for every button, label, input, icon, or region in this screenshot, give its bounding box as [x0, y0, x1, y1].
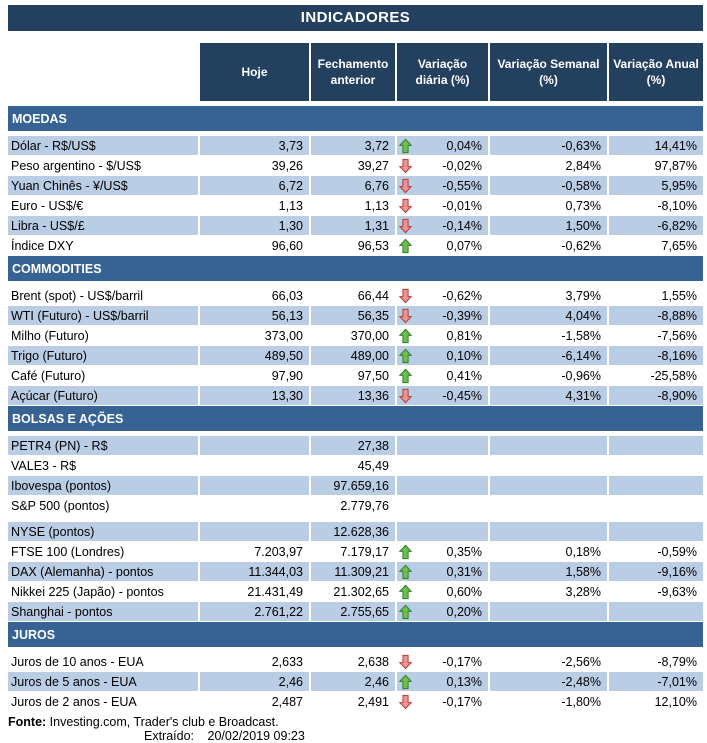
arrow-down-icon	[399, 694, 413, 710]
cell-hoje: 2.761,22	[200, 602, 309, 621]
cell-variacao-diaria	[397, 346, 488, 365]
variacao-diaria-value: -0,01%	[442, 198, 482, 213]
cell-hoje: 6,72	[200, 176, 309, 195]
cell-hoje	[200, 456, 309, 475]
cell-hoje	[200, 496, 309, 515]
variacao-diaria-value: 0,04%	[446, 138, 482, 153]
variacao-diaria-value: -0,62%	[442, 288, 482, 303]
cell-variacao-semanal: 1,58%	[490, 562, 607, 581]
arrow-up-icon	[399, 368, 413, 384]
cell-variacao-semanal: -0,96%	[561, 368, 601, 383]
row-label: Euro - US$/€	[11, 198, 84, 213]
table-row	[8, 286, 703, 305]
table-row	[8, 436, 703, 455]
table-row	[8, 196, 703, 215]
cell-hoje: 66,03	[271, 288, 303, 303]
cell-fechamento-anterior: 11.309,21	[311, 562, 395, 581]
cell-variacao-diaria	[397, 522, 488, 541]
cell-variacao-semanal: -2,48%	[490, 672, 607, 691]
arrow-up-icon	[399, 138, 413, 154]
cell-variacao-semanal: 3,28%	[565, 584, 601, 599]
cell-fechamento-anterior: 96,53	[357, 238, 389, 253]
row-label: Café (Futuro)	[11, 368, 86, 383]
table-row	[8, 156, 703, 175]
cell-variacao-anual: -6,82%	[609, 216, 703, 235]
row-label: Juros de 2 anos - EUA	[11, 694, 137, 709]
variacao-diaria-value: 0,10%	[446, 348, 482, 363]
cell-variacao-diaria	[397, 366, 488, 385]
column-header-row	[8, 43, 703, 101]
cell-hoje: 7.203,97	[254, 544, 303, 559]
cell-variacao-semanal	[490, 522, 607, 541]
row-label: PETR4 (PN) - R$	[8, 436, 198, 455]
arrow-up-icon	[399, 604, 413, 620]
arrow-up-icon	[399, 584, 413, 600]
cell-hoje: 11.344,03	[200, 562, 309, 581]
row-label: FTSE 100 (Londres)	[11, 544, 125, 559]
variacao-diaria-value: 0,35%	[446, 544, 482, 559]
cell-variacao-semanal	[490, 436, 607, 455]
cell-variacao-anual: -8,79%	[657, 654, 697, 669]
cell-variacao-semanal: -0,63%	[490, 136, 607, 155]
cell-hoje	[200, 522, 309, 541]
cell-variacao-semanal: 4,31%	[490, 386, 607, 405]
cell-fechamento-anterior: 2,638	[357, 654, 389, 669]
column-header-1: Hoje	[200, 43, 309, 101]
cell-variacao-anual: 12,10%	[654, 694, 697, 709]
cell-fechamento-anterior: 56,35	[311, 306, 395, 325]
row-label: NYSE (pontos)	[8, 522, 198, 541]
variacao-diaria-value: -0,17%	[442, 654, 482, 669]
cell-variacao-diaria	[397, 236, 488, 255]
cell-variacao-semanal: 1,50%	[490, 216, 607, 235]
cell-variacao-diaria	[397, 496, 488, 515]
cell-variacao-anual: -9,16%	[609, 562, 703, 581]
variacao-diaria-value: 0,13%	[446, 674, 482, 689]
cell-hoje: 2,633	[271, 654, 303, 669]
page-title: INDICADORES	[8, 5, 703, 31]
cell-hoje: 1,30	[200, 216, 309, 235]
cell-variacao-diaria	[397, 196, 488, 215]
header-spacer-cell	[8, 43, 198, 101]
table-row	[8, 672, 703, 691]
cell-variacao-semanal: 2,84%	[565, 158, 601, 173]
variacao-diaria-value: -0,17%	[442, 694, 482, 709]
cell-hoje	[200, 436, 309, 455]
row-label: Nikkei 225 (Japão) - pontos	[11, 584, 164, 599]
arrow-up-icon	[399, 544, 413, 560]
column-header-5: Variação Anual (%)	[609, 43, 703, 101]
cell-variacao-diaria	[397, 216, 488, 235]
cell-variacao-semanal	[490, 456, 607, 475]
cell-hoje: 96,60	[271, 238, 303, 253]
cell-fechamento-anterior: 97.659,16	[311, 476, 395, 495]
cell-fechamento-anterior: 370,00	[350, 328, 389, 343]
arrow-down-icon	[399, 288, 413, 304]
row-label: Yuan Chinês - ¥/US$	[8, 176, 198, 195]
cell-variacao-diaria	[397, 652, 488, 671]
variacao-diaria-value: -0,39%	[442, 308, 482, 323]
cell-fechamento-anterior: 7.179,17	[340, 544, 389, 559]
cell-hoje: 39,26	[271, 158, 303, 173]
table-row	[8, 496, 703, 515]
row-label: Milho (Futuro)	[11, 328, 89, 343]
cell-variacao-diaria	[397, 542, 488, 561]
cell-hoje: 2,487	[271, 694, 303, 709]
table-row	[8, 306, 703, 325]
table-row	[8, 216, 703, 235]
cell-variacao-diaria	[397, 136, 488, 155]
cell-fechamento-anterior: 1,13	[364, 198, 389, 213]
cell-variacao-semanal: -1,80%	[561, 694, 601, 709]
table-row	[8, 456, 703, 475]
section-header-moedas: MOEDAS	[8, 106, 703, 131]
cell-fechamento-anterior: 3,72	[311, 136, 395, 155]
cell-variacao-semanal	[490, 476, 607, 495]
variacao-diaria-value: 0,07%	[446, 238, 482, 253]
column-header-4: Variação Semanal (%)	[490, 43, 607, 101]
variacao-diaria-value: -0,45%	[442, 388, 482, 403]
row-label: Trigo (Futuro)	[8, 346, 198, 365]
row-label: Juros de 5 anos - EUA	[8, 672, 198, 691]
cell-hoje: 21.431,49	[247, 584, 303, 599]
table-row	[8, 652, 703, 671]
cell-variacao-anual: -25,58%	[650, 368, 697, 383]
cell-fechamento-anterior: 45,49	[357, 458, 389, 473]
variacao-diaria-value: 0,41%	[446, 368, 482, 383]
cell-hoje: 373,00	[264, 328, 303, 343]
cell-variacao-semanal: -6,14%	[490, 346, 607, 365]
cell-variacao-semanal: 4,04%	[490, 306, 607, 325]
arrow-down-icon	[399, 158, 413, 174]
arrow-up-icon	[399, 328, 413, 344]
table-row	[8, 136, 703, 155]
arrow-up-icon	[399, 238, 413, 254]
variacao-diaria-value: 0,81%	[446, 328, 482, 343]
cell-hoje: 489,50	[200, 346, 309, 365]
cell-variacao-anual	[609, 522, 703, 541]
table-row	[8, 176, 703, 195]
cell-variacao-semanal: -1,58%	[561, 328, 601, 343]
cell-variacao-semanal: 0,73%	[565, 198, 601, 213]
row-label: VALE3 - R$	[11, 458, 77, 473]
section-header-juros: JUROS	[8, 622, 703, 647]
cell-variacao-diaria	[397, 476, 488, 495]
cell-variacao-anual	[609, 456, 703, 475]
report-footer	[8, 715, 703, 743]
cell-variacao-semanal: 3,79%	[565, 288, 601, 303]
cell-variacao-anual: 5,95%	[609, 176, 703, 195]
cell-variacao-semanal: 0,18%	[565, 544, 601, 559]
row-label: WTI (Futuro) - US$/barril	[8, 306, 198, 325]
arrow-up-icon	[399, 348, 413, 364]
variacao-diaria-value: -0,14%	[442, 218, 482, 233]
cell-variacao-diaria	[397, 156, 488, 175]
row-label: Juros de 10 anos - EUA	[11, 654, 144, 669]
table-row	[8, 236, 703, 255]
table-row	[8, 562, 703, 581]
table-body	[8, 106, 703, 711]
column-header-2: Fechamento anterior	[311, 43, 395, 101]
source-text: Investing.com, Trader's club e Broadcast.	[49, 715, 279, 729]
cell-fechamento-anterior: 97,50	[357, 368, 389, 383]
cell-variacao-anual: -8,10%	[657, 198, 697, 213]
cell-hoje: 56,13	[200, 306, 309, 325]
row-label: Açúcar (Futuro)	[8, 386, 198, 405]
table-row	[8, 692, 703, 711]
cell-variacao-anual: -0,59%	[657, 544, 697, 559]
arrow-down-icon	[399, 388, 413, 404]
cell-fechamento-anterior: 2,491	[357, 694, 389, 709]
row-label: DAX (Alemanha) - pontos	[8, 562, 198, 581]
table-row	[8, 366, 703, 385]
table-row	[8, 602, 703, 621]
row-label: Índice DXY	[11, 238, 74, 253]
section-header-bolsas-e-a-es: BOLSAS E AÇÕES	[8, 406, 703, 431]
arrow-down-icon	[399, 654, 413, 670]
row-label: Shanghai - pontos	[8, 602, 198, 621]
table-row	[8, 476, 703, 495]
cell-variacao-anual: -8,90%	[609, 386, 703, 405]
cell-variacao-diaria	[397, 562, 488, 581]
cell-hoje: 1,13	[278, 198, 303, 213]
arrow-down-icon	[399, 178, 413, 194]
cell-variacao-anual: 97,87%	[654, 158, 697, 173]
row-label: S&P 500 (pontos)	[11, 498, 110, 513]
cell-fechamento-anterior: 2,46	[311, 672, 395, 691]
cell-fechamento-anterior: 21.302,65	[333, 584, 389, 599]
table-row	[8, 582, 703, 601]
cell-variacao-diaria	[397, 582, 488, 601]
cell-fechamento-anterior: 1,31	[311, 216, 395, 235]
variacao-diaria-value: 0,60%	[446, 584, 482, 599]
cell-variacao-diaria	[397, 436, 488, 455]
source-line	[8, 715, 703, 729]
variacao-diaria-value: -0,55%	[442, 178, 482, 193]
table-row	[8, 522, 703, 541]
cell-variacao-diaria	[397, 692, 488, 711]
cell-variacao-anual: 14,41%	[609, 136, 703, 155]
column-header-3: Variação diária (%)	[397, 43, 488, 101]
source-label: Fonte:	[8, 715, 47, 729]
row-label: Dólar - R$/US$	[8, 136, 198, 155]
row-label: Libra - US$/£	[8, 216, 198, 235]
cell-fechamento-anterior: 6,76	[311, 176, 395, 195]
arrow-down-icon	[399, 218, 413, 234]
cell-variacao-diaria	[397, 672, 488, 691]
cell-variacao-anual	[609, 436, 703, 455]
cell-variacao-semanal: -2,56%	[561, 654, 601, 669]
cell-variacao-diaria	[397, 306, 488, 325]
extracted-line	[8, 729, 703, 743]
cell-variacao-semanal	[490, 496, 607, 515]
cell-fechamento-anterior: 12.628,36	[311, 522, 395, 541]
cell-fechamento-anterior: 2.779,76	[340, 498, 389, 513]
cell-variacao-diaria	[397, 176, 488, 195]
extracted-label: Extraído:	[144, 729, 195, 743]
cell-hoje: 3,73	[200, 136, 309, 155]
variacao-diaria-value: 0,31%	[446, 564, 482, 579]
cell-hoje: 13,30	[200, 386, 309, 405]
cell-fechamento-anterior: 66,44	[357, 288, 389, 303]
cell-variacao-diaria	[397, 602, 488, 621]
cell-variacao-anual: -9,63%	[657, 584, 697, 599]
cell-variacao-anual	[609, 476, 703, 495]
cell-variacao-anual: -8,16%	[609, 346, 703, 365]
cell-hoje: 2,46	[200, 672, 309, 691]
cell-variacao-diaria	[397, 326, 488, 345]
cell-variacao-anual	[609, 496, 703, 515]
extracted-timestamp: 20/02/2019 09:23	[207, 729, 305, 743]
cell-variacao-anual: -7,56%	[657, 328, 697, 343]
arrow-down-icon	[399, 198, 413, 214]
cell-variacao-semanal: -0,58%	[490, 176, 607, 195]
cell-fechamento-anterior: 27,38	[311, 436, 395, 455]
arrow-up-icon	[399, 564, 413, 580]
cell-variacao-semanal	[490, 602, 607, 621]
cell-fechamento-anterior: 13,36	[311, 386, 395, 405]
cell-variacao-diaria	[397, 456, 488, 475]
row-label: Brent (spot) - US$/barril	[11, 288, 143, 303]
table-row	[8, 542, 703, 561]
cell-hoje: 97,90	[271, 368, 303, 383]
table-row	[8, 386, 703, 405]
table-row	[8, 326, 703, 345]
row-label: Peso argentino - $/US$	[11, 158, 141, 173]
cell-fechamento-anterior: 39,27	[357, 158, 389, 173]
cell-variacao-semanal: -0,62%	[561, 238, 601, 253]
arrow-down-icon	[399, 308, 413, 324]
cell-fechamento-anterior: 2.755,65	[311, 602, 395, 621]
table-row	[8, 346, 703, 365]
cell-fechamento-anterior: 489,00	[311, 346, 395, 365]
cell-variacao-diaria	[397, 286, 488, 305]
variacao-diaria-value: -0,02%	[442, 158, 482, 173]
section-header-commodities: COMMODITIES	[8, 256, 703, 281]
cell-variacao-anual: 1,55%	[661, 288, 697, 303]
cell-variacao-anual	[609, 602, 703, 621]
cell-variacao-anual: 7,65%	[661, 238, 697, 253]
variacao-diaria-value: 0,20%	[446, 604, 482, 619]
row-label: Ibovespa (pontos)	[8, 476, 198, 495]
cell-hoje	[200, 476, 309, 495]
cell-variacao-diaria	[397, 386, 488, 405]
arrow-up-icon	[399, 674, 413, 690]
cell-variacao-anual: -7,01%	[609, 672, 703, 691]
cell-variacao-anual: -8,88%	[609, 306, 703, 325]
